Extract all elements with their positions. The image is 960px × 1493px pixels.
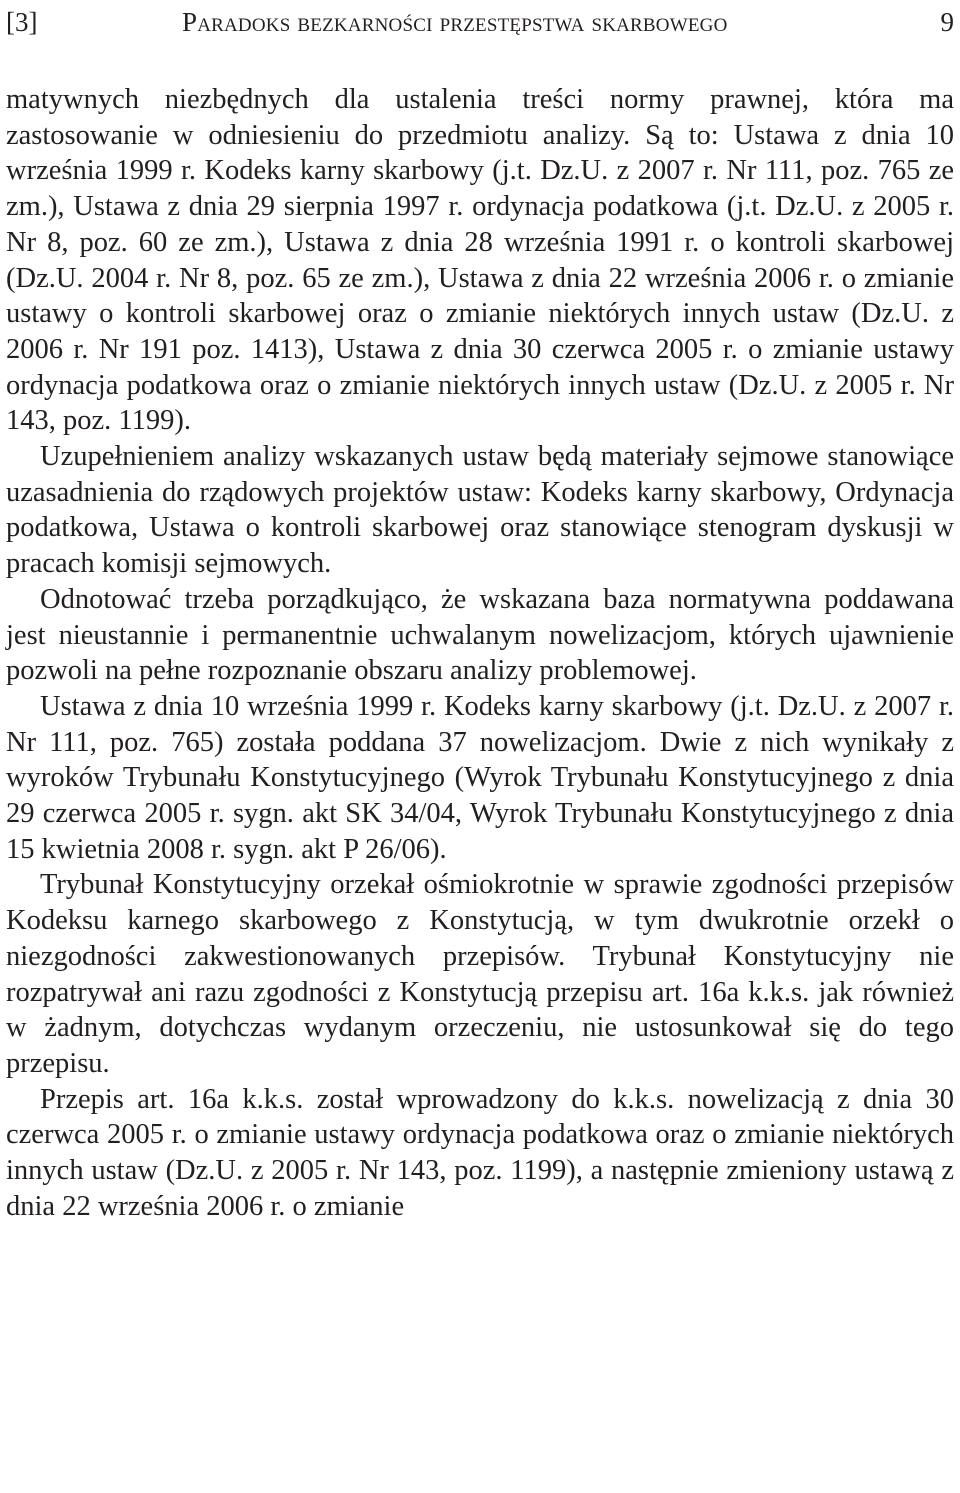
paragraph-legal-basis: matywnych niezbędnych dla ustalenia treści normy prawnej, która ma zastosowanie w odniesieniu do przedmiotu analizy. Są to: Ustawa z dnia 10 września 1999 r. Kodeks karny skarbowy (j.t. Dz.U. z 2007 r. Nr 111, poz. 765 ze zm.), Ustawa z dnia 29 sierpnia 1997 r. ordynacja podatkowa (j.t. Dz.U. z 2005 r. Nr 8, poz. 60 ze zm.), Ustawa z dnia 28 września 1991 r. o kontroli skarbowej (Dz.U. 2004 r. Nr 8, poz. 65 ze zm.), Ustawa z dnia 22 września 2006 r. o zmianie ustawy o kontroli skarbowej oraz o zmianie niektórych innych ustaw (Dz.U. z 2006 r. Nr 191 poz. 1413), Ustawa z dnia 30 czerwca 2005 r. o zmianie ustawy ordynacja podatkowa oraz o zmianie niektórych innych ustaw (Dz.U. z 2005 r. Nr 143, poz. 1199). <box>6 84 954 437</box>
running-title: Paradoks bezkarności przestępstwa skarbowego <box>182 7 728 37</box>
section-number: [3] <box>6 7 38 37</box>
paragraph-amendments-note: Odnotować trzeba porządkująco, że wskazana baza normatywna poddawana jest nieustannie i permanentnie uchwalanym nowelizacjom, których ujawnienie pozwoli na pełne rozpoznanie obszaru analizy problemowej. <box>6 583 954 687</box>
paragraph-constitutional-tribunal: Trybunał Konstytucyjny orzekał ośmiokrotnie w sprawie zgodności przepisów Kodeksu karnego skarbowego z Konstytucją, w tym dwukrotnie orzekł o niezgodności zakwestionowanych przepisów. Trybunał Konstytucyjny nie rozpatrywał ani razu zgodności z Konstytucją przepisu art. 16a k.k.s. jak również w żadnym, dotychczas wydanym orzeczeniu, nie ustosunkował się do tego przepisu. <box>6 869 954 1079</box>
body-text <box>6 82 954 1225</box>
page-number: 9 <box>940 7 954 37</box>
paragraph-article-16a: Przepis art. 16a k.k.s. został wprowadzony do k.k.s. nowelizacją z dnia 30 czerwca 2005 r. o zmianie ustawy ordynacja podatkowa oraz o zmianie niektórych innych ustaw (Dz.U. z 2005 r. Nr 143, poz. 1199), a następnie zmieniony ustawą z dnia 22 września 2006 r. o zmianie <box>6 1083 954 1222</box>
paragraph-kks-amendments: Ustawa z dnia 10 września 1999 r. Kodeks karny skarbowy (j.t. Dz.U. z 2007 r. Nr 111, poz. 765) została poddana 37 nowelizacjom. Dwie z nich wynikały z wyroków Trybunału Konstytucyjnego (Wyrok Trybunału Konstytucyjnego z dnia 29 czerwca 2005 r. sygn. akt SK 34/04, Wyrok Trybunału Konstytucyjnego z dnia 15 kwietnia 2008 r. sygn. akt P 26/06). <box>6 690 954 865</box>
paragraph-parliamentary-materials: Uzupełnieniem analizy wskazanych ustaw będą materiały sejmowe stanowiące uzasadnienia do rządowych projektów ustaw: Kodeks karny skarbowy, Ordynacja podatkowa, Ustawa o kontroli skarbowej oraz stanowiące stenogram dyskusji w pracach komisji sejmowych. <box>6 441 954 580</box>
running-header <box>6 4 954 40</box>
